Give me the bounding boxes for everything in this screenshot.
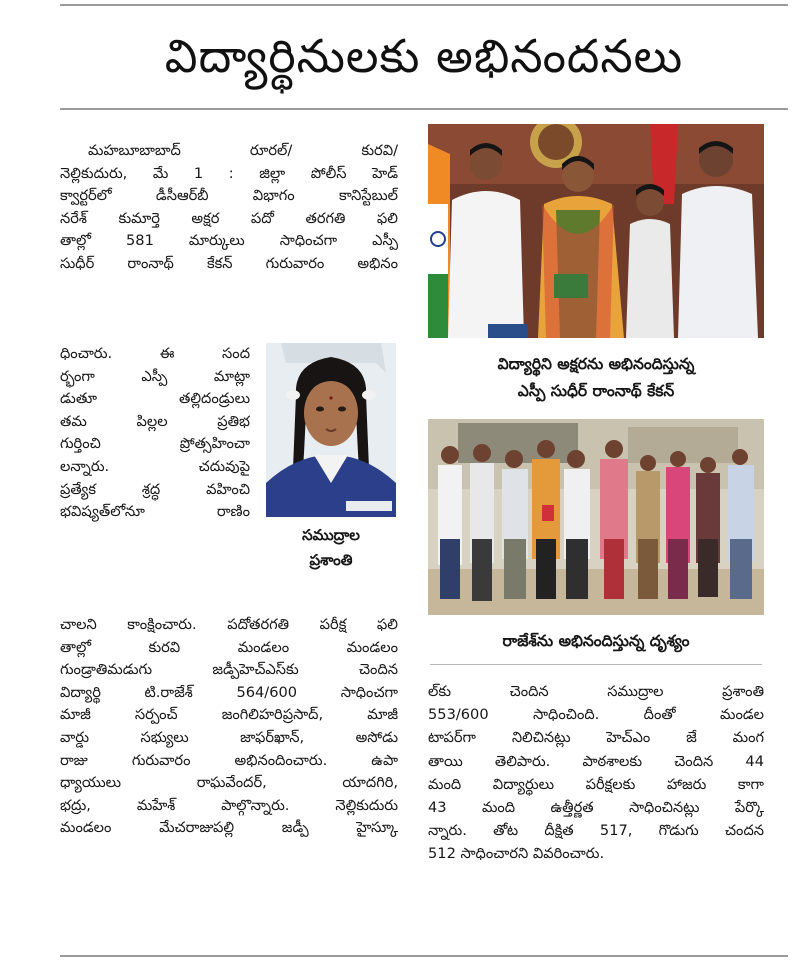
text-line: భద్రు, మహేశ్ పాల్గొన్నారు. నెల్లికుదురు — [60, 796, 398, 814]
text-line: తాల్లో కురవి మండలం మండలం — [60, 638, 398, 656]
portrait-caption — [266, 523, 396, 573]
text-line: మహబూబాబాద్ రూరల్/ కురవి/ — [88, 142, 398, 159]
text-line: 43 మంది ఉత్తీర్ణత సాధించినట్లు పేర్కొ — [428, 799, 764, 817]
group-photo — [428, 419, 764, 615]
caption-line: సముద్రాల — [302, 526, 360, 544]
text-line: తాయి తెలిపారు. పాఠశాలకు చెందిన 44 — [428, 752, 764, 770]
top-rule — [60, 4, 788, 6]
text-line: టాపర్‌గా నిలిచినట్లు హెచ్ఎం జే మంగ — [428, 729, 764, 747]
text-line: నరేశ్ కుమార్తె అక్షర పదో తరగతి ఫలి — [60, 209, 398, 227]
text-line: మంది విద్యార్థులు పరీక్షలకు హాజరు కాగా — [428, 775, 764, 793]
right-column — [428, 680, 764, 866]
left-column-bottom — [60, 614, 398, 840]
caption-line: ప్రశాంతి — [309, 551, 353, 569]
text-line: మండలం మేచరాజుపల్లి జడ్పీ హైస్కూ — [60, 819, 398, 837]
group-caption: రాజేశ్‌ను అభినందిస్తున్న దృశ్యం — [502, 632, 690, 650]
text-line: ప్రత్యేక శ్రద్ధ వహించి — [60, 480, 250, 498]
text-line: వార్డు సభ్యులు జాఫర్‌ఖాన్, అసోడు — [60, 728, 398, 746]
left-column-narrow — [60, 343, 250, 524]
text-line: గుర్తించి ప్రోత్సహించా — [60, 435, 250, 453]
text-line: ధ్యాయులు రాఘవేందర్, యాదగిరి, — [60, 774, 398, 792]
text-line: చాలని కాంక్షించారు. పదోతరగతి పరీక్ష ఫలి — [60, 616, 398, 633]
headline-rule — [60, 108, 788, 110]
text-line: భవిష్యత్‌లోనూ రాణిం — [60, 503, 250, 521]
caption-divider — [430, 664, 762, 665]
text-line: గుండ్రాతిమడుగు జడ్పీహెచ్ఎస్‌కు చెందిన — [60, 661, 398, 679]
text-line: డుతూ తల్లిదండ్రులు — [60, 390, 250, 408]
text-line: 512 సాధించారని వివరించారు. — [428, 845, 605, 863]
caption-line: విద్యార్థిని అక్షరను అభినందిస్తున్న — [497, 355, 695, 373]
portrait-photo — [266, 343, 396, 517]
text-line: రాజు గురువారం అభినందించారు. ఉపా — [60, 751, 398, 769]
text-line: సుధీర్ రాంనాథ్ కేకన్ గురువారం అభినం — [60, 254, 398, 272]
left-column-top — [60, 140, 398, 276]
text-line: ర్భంగా ఎస్పీ మాట్లా — [60, 367, 250, 385]
text-line: విద్యార్థి టి.రాజేశ్ 564/600 సాధించగా — [60, 683, 398, 701]
text-line: తమ పిల్లల ప్రతిభ — [60, 412, 250, 430]
text-line: మాజీ సర్పంచ్ జంగిలిహరిప్రసాద్, మాజీ — [60, 706, 398, 724]
text-line: తాల్లో 581 మార్కులు సాధించగా ఎస్పీ — [60, 232, 398, 250]
text-line: క్వార్టర్‌లో డీసీఆర్‌బీ విభాగం కానిస్టేబుల్ — [60, 187, 398, 205]
text-line: లన్నారు. చదువుపై — [60, 457, 250, 475]
text-line: 553/600 సాధించింది. దీంతో మండల — [428, 706, 764, 724]
caption-line: ఎస్పీ సుధీర్ రాంనాథ్ కేకన్ — [517, 382, 675, 400]
text-line: ధించారు. ఈ సంద — [60, 345, 250, 362]
bottom-rule — [60, 955, 788, 957]
headline: విద్యార్థినులకు అభినందనలు — [164, 29, 684, 83]
felicitation-caption — [428, 351, 764, 405]
text-line: ల్‌కు చెందిన సముద్రాల ప్రశాంతి — [428, 683, 764, 700]
felicitation-photo — [428, 124, 764, 338]
text-line: న్నారు. తోట దీక్షిత 517, గొడుగు చందన — [428, 822, 764, 840]
text-line: నెల్లికుదురు, మే 1 : జిల్లా పోలీస్ హెడ్ — [60, 164, 398, 182]
